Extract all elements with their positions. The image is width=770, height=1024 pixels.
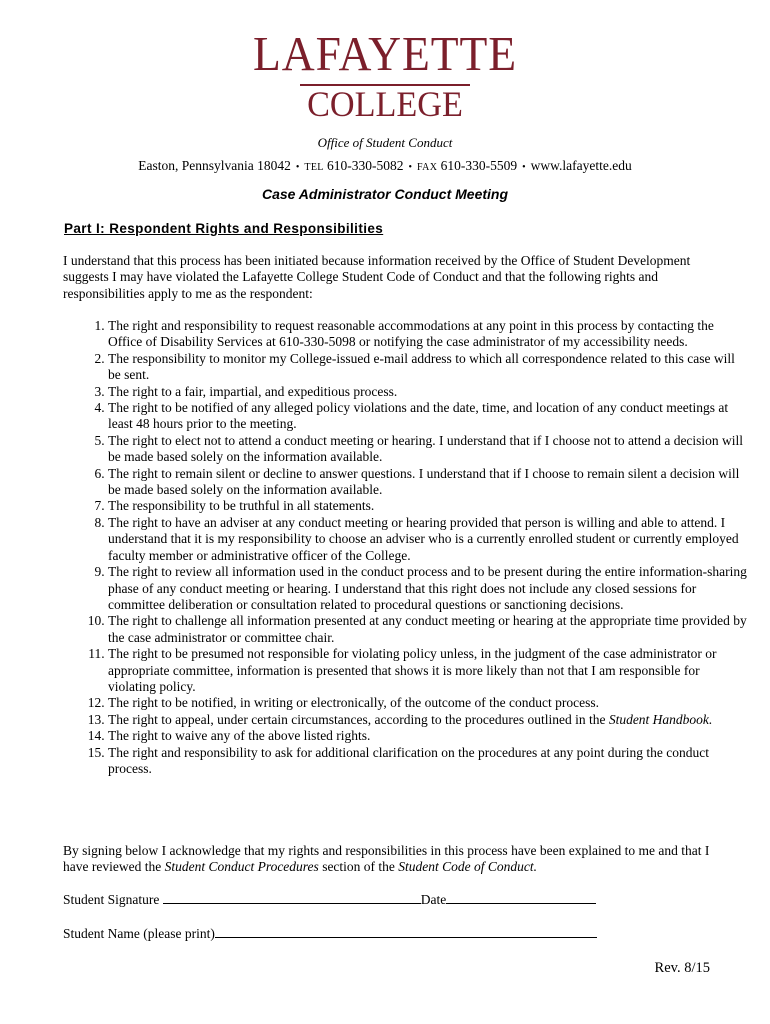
right-item [108, 712, 748, 728]
intro-paragraph: I understand that this process has been initiated because information received by the Office of Student Development suggests I may have violated the Lafayette College Student Code of Conduct and that the following rights and responsibilities apply to me as the respondent: [63, 253, 691, 301]
revision-label: Rev. 8/15 [654, 960, 710, 976]
right-item: 8. The right to have an adviser at any conduct meeting or hearing provided that person is willing and able to attend. I understand that it is my responsibility to choose an adviser who is a currently enrolled student or currently employed faculty member or administrative officer of the College. [108, 515, 748, 564]
office-name: Office of Student Conduct [317, 135, 453, 150]
right-item: 15. The right and responsibility to ask for additional clarification on the procedures at any point during the conduct process. [108, 745, 748, 778]
right-item: 12. The right to be notified, in writing or electronically, of the outcome of the conduct process. [108, 695, 748, 711]
student-name-label: Student Name (please print) [63, 926, 215, 941]
document-title: Case Administrator Conduct Meeting [261, 186, 509, 202]
right-item: 6. The right to remain silent or decline to answer questions. I understand that if I choose to remain silent a decision will be made based solely on the information available. [108, 466, 748, 499]
separator-dot: • [408, 162, 413, 173]
right-item: 14. The right to waive any of the above listed rights. [108, 728, 748, 744]
date-field[interactable] [446, 891, 596, 904]
ack-text: By signing below I acknowledge that my rights and responsibilities in this process have been explained to me and that I have reviewed the [63, 843, 710, 875]
right-item: 4. The right to be notified of any alleged policy violations and the date, time, and location of any conduct meetings at least 48 hours prior to the meeting. [108, 400, 748, 433]
fax-label: FAX [417, 162, 438, 173]
student-name-row [63, 925, 597, 942]
separator-dot: • [295, 162, 300, 173]
right-text: The right to appeal, under certain circumstances, according to the procedures outlined in the [108, 711, 609, 727]
right-item: 9. The right to review all information used in the conduct process and to be present during the entire information-sharing phase of any conduct meeting or hearing. I understand that this right does not include any closed sessions for committee deliberation or consultation related to procedural questions or sanctioning decisions. [108, 564, 748, 613]
student-signature-label: Student Signature [63, 892, 163, 907]
contact-line [0, 158, 770, 174]
right-item: 10. The right to challenge all information presented at any conduct meeting or hearing at the appropriate time provided by the case administrator or committee chair. [108, 613, 748, 646]
ack-text: section of the [318, 859, 399, 875]
part-heading: Part I: Respondent Rights and Responsibilities [64, 221, 384, 236]
date-label: Date [420, 892, 447, 907]
right-item: 2. The responsibility to monitor my College-issued e-mail address to which all correspondence related to this case will be sent. [108, 351, 748, 384]
website: www.lafayette.edu [530, 158, 632, 173]
right-end: . [708, 711, 713, 727]
signature-row [63, 891, 596, 908]
student-name-field[interactable] [215, 925, 597, 938]
separator-dot: • [522, 162, 526, 173]
right-item: 1. The right and responsibility to request reasonable accommodations at any point in this process by contacting the Office of Disability Services at 610-330-5098 or notifying the case administrator of my accessibility needs. [108, 318, 748, 351]
right-item: 3. The right to a fair, impartial, and expeditious process. [108, 384, 748, 400]
tel-label: TEL [304, 162, 324, 173]
procedures-ref: Student Conduct Procedures [164, 859, 319, 875]
right-item: 7. The responsibility to be truthful in all statements. [108, 498, 748, 514]
student-handbook-ref: Student Handbook [608, 711, 709, 727]
address: Easton, Pennsylvania 18042 [138, 158, 291, 173]
fax-number: 610-330-5509 [440, 158, 518, 173]
right-item: 11. The right to be presumed not responsible for violating policy unless, in the judgment of the case administrator or appropriate committee, information is presented that shows it is more likely than not that I am responsible for violating policy. [108, 646, 748, 695]
right-item: 5. The right to elect not to attend a conduct meeting or hearing. I understand that if I choose not to attend a decision will be made based solely on the information available. [108, 433, 748, 466]
college-logo-subword: COLLEGE [307, 84, 463, 124]
tel-number: 610-330-5082 [327, 158, 404, 173]
rights-list [63, 318, 748, 777]
code-of-conduct-ref: Student Code of Conduct. [398, 859, 538, 875]
college-logo-wordmark: LAFAYETTE [252, 26, 518, 81]
acknowledgement-paragraph [63, 843, 713, 876]
student-signature-field[interactable] [163, 891, 421, 904]
